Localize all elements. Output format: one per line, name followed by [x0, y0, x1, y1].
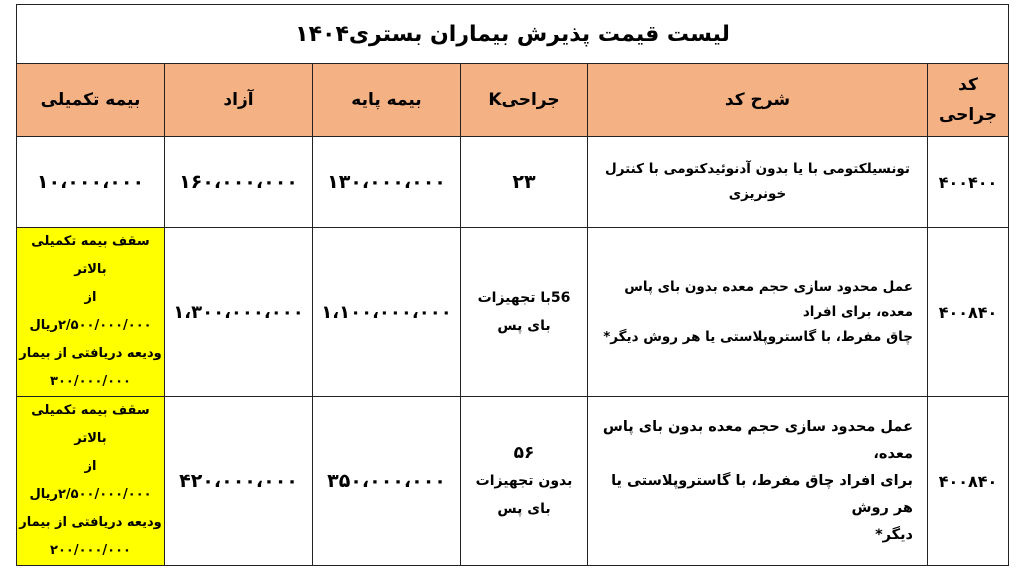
description-line: دیگر* — [875, 526, 913, 543]
description-line: عمل محدود سازی حجم معده بدون بای پاس معده، برای افراد — [624, 278, 913, 320]
cell-code — [928, 397, 1009, 566]
note-line: از — [84, 290, 97, 305]
note-line: سقف بیمه تکمیلی بالاتر — [31, 403, 150, 446]
header-code-line1: کد — [958, 75, 978, 95]
description-line: برای افراد چاق مفرط، با گاستروپلاستی یا هر روش — [611, 472, 913, 516]
header-description — [588, 64, 928, 137]
supplementary-note — [17, 228, 164, 396]
cell-supplementary-note — [17, 228, 165, 397]
cell-basic — [313, 228, 461, 397]
note-line: ودیعه دریافتی از بیمار — [19, 346, 162, 361]
cell-supplementary-note — [17, 397, 165, 566]
cell-supplementary — [17, 137, 165, 228]
header-supplementary — [17, 64, 165, 137]
basic-value: ۳۵۰،۰۰۰،۰۰۰ — [327, 470, 446, 492]
surgery-code-value: ۴۰۰۸۴۰ — [938, 302, 998, 322]
page-title: لیست قیمت پذیرش بیماران بستری۱۴۰۴ — [295, 21, 730, 47]
header-basic-label: بیمه پایه — [351, 90, 422, 110]
header-surgery-code — [928, 64, 1009, 137]
header-description-label: شرح کد — [724, 90, 791, 110]
supplementary-value: ۱۰،۰۰۰،۰۰۰ — [36, 171, 145, 193]
note-line: سقف بیمه تکمیلی بالاتر — [31, 234, 150, 277]
free-value: ۴۲۰،۰۰۰،۰۰۰ — [179, 470, 298, 492]
note-line: از — [84, 459, 97, 474]
header-supplementary-label: بیمه تکمیلی — [40, 90, 141, 110]
note-line: ۲/۵۰۰/۰۰۰/۰۰۰ریال — [29, 487, 152, 502]
cell-k — [461, 228, 588, 397]
table-row — [17, 397, 1009, 566]
description-line: چاق مفرط، با گاستروپلاستی یا هر روش دیگر* — [603, 328, 913, 345]
k-line: 56با تجهیزات — [477, 290, 571, 306]
k-line: بای پس — [497, 318, 551, 334]
cell-description — [588, 137, 928, 228]
header-surgery-k — [461, 64, 588, 137]
table-title-cell — [17, 5, 1009, 64]
note-line: ودیعه دریافتی از بیمار — [19, 515, 162, 530]
note-line: ۲/۵۰۰/۰۰۰/۰۰۰ریال — [29, 318, 152, 333]
header-surgery-k-label: جراحیK — [488, 90, 560, 110]
description-line: عمل محدود سازی حجم معده بدون بای پاس معده، — [602, 418, 913, 462]
note-line: ۲۰۰/۰۰۰/۰۰۰ — [50, 543, 131, 558]
cell-description — [588, 228, 928, 397]
cell-basic — [313, 397, 461, 566]
header-basic — [313, 64, 461, 137]
cell-basic — [313, 137, 461, 228]
price-list-sheet — [16, 4, 1008, 572]
cell-code — [928, 137, 1009, 228]
header-code-line2: جراحی — [938, 105, 998, 125]
k-line: بدون تجهیزات — [475, 473, 573, 489]
cell-free — [165, 137, 313, 228]
table-row — [17, 228, 1009, 397]
basic-value: ۱،۱۰۰،۰۰۰،۰۰۰ — [321, 301, 452, 323]
supplementary-note — [17, 397, 164, 565]
surgery-code-value: ۴۰۰۸۴۰ — [938, 471, 998, 491]
surgery-code-value: ۴۰۰۴۰۰ — [938, 172, 998, 192]
cell-k — [461, 397, 588, 566]
free-value: ۱،۳۰۰،۰۰۰،۰۰۰ — [173, 301, 304, 323]
table-header-row — [17, 64, 1009, 137]
k-value: ۲۳ — [512, 171, 536, 193]
free-value: ۱۶۰،۰۰۰،۰۰۰ — [179, 171, 298, 193]
description-text: تونسیلکتومی با یا بدون آدنوئیدکتومی با کنترل خونریزی — [605, 161, 910, 202]
cell-k — [461, 137, 588, 228]
price-table — [16, 4, 1009, 566]
k-line: ۵۶ — [513, 443, 535, 463]
cell-free — [165, 397, 313, 566]
cell-description — [588, 397, 928, 566]
cell-free — [165, 228, 313, 397]
cell-code — [928, 228, 1009, 397]
header-free-label: آزاد — [223, 90, 254, 110]
basic-value: ۱۳۰،۰۰۰،۰۰۰ — [327, 171, 446, 193]
table-row — [17, 137, 1009, 228]
k-line: بای پس — [497, 501, 551, 517]
header-free — [165, 64, 313, 137]
note-line: ۳۰۰/۰۰۰/۰۰۰ — [50, 374, 131, 389]
